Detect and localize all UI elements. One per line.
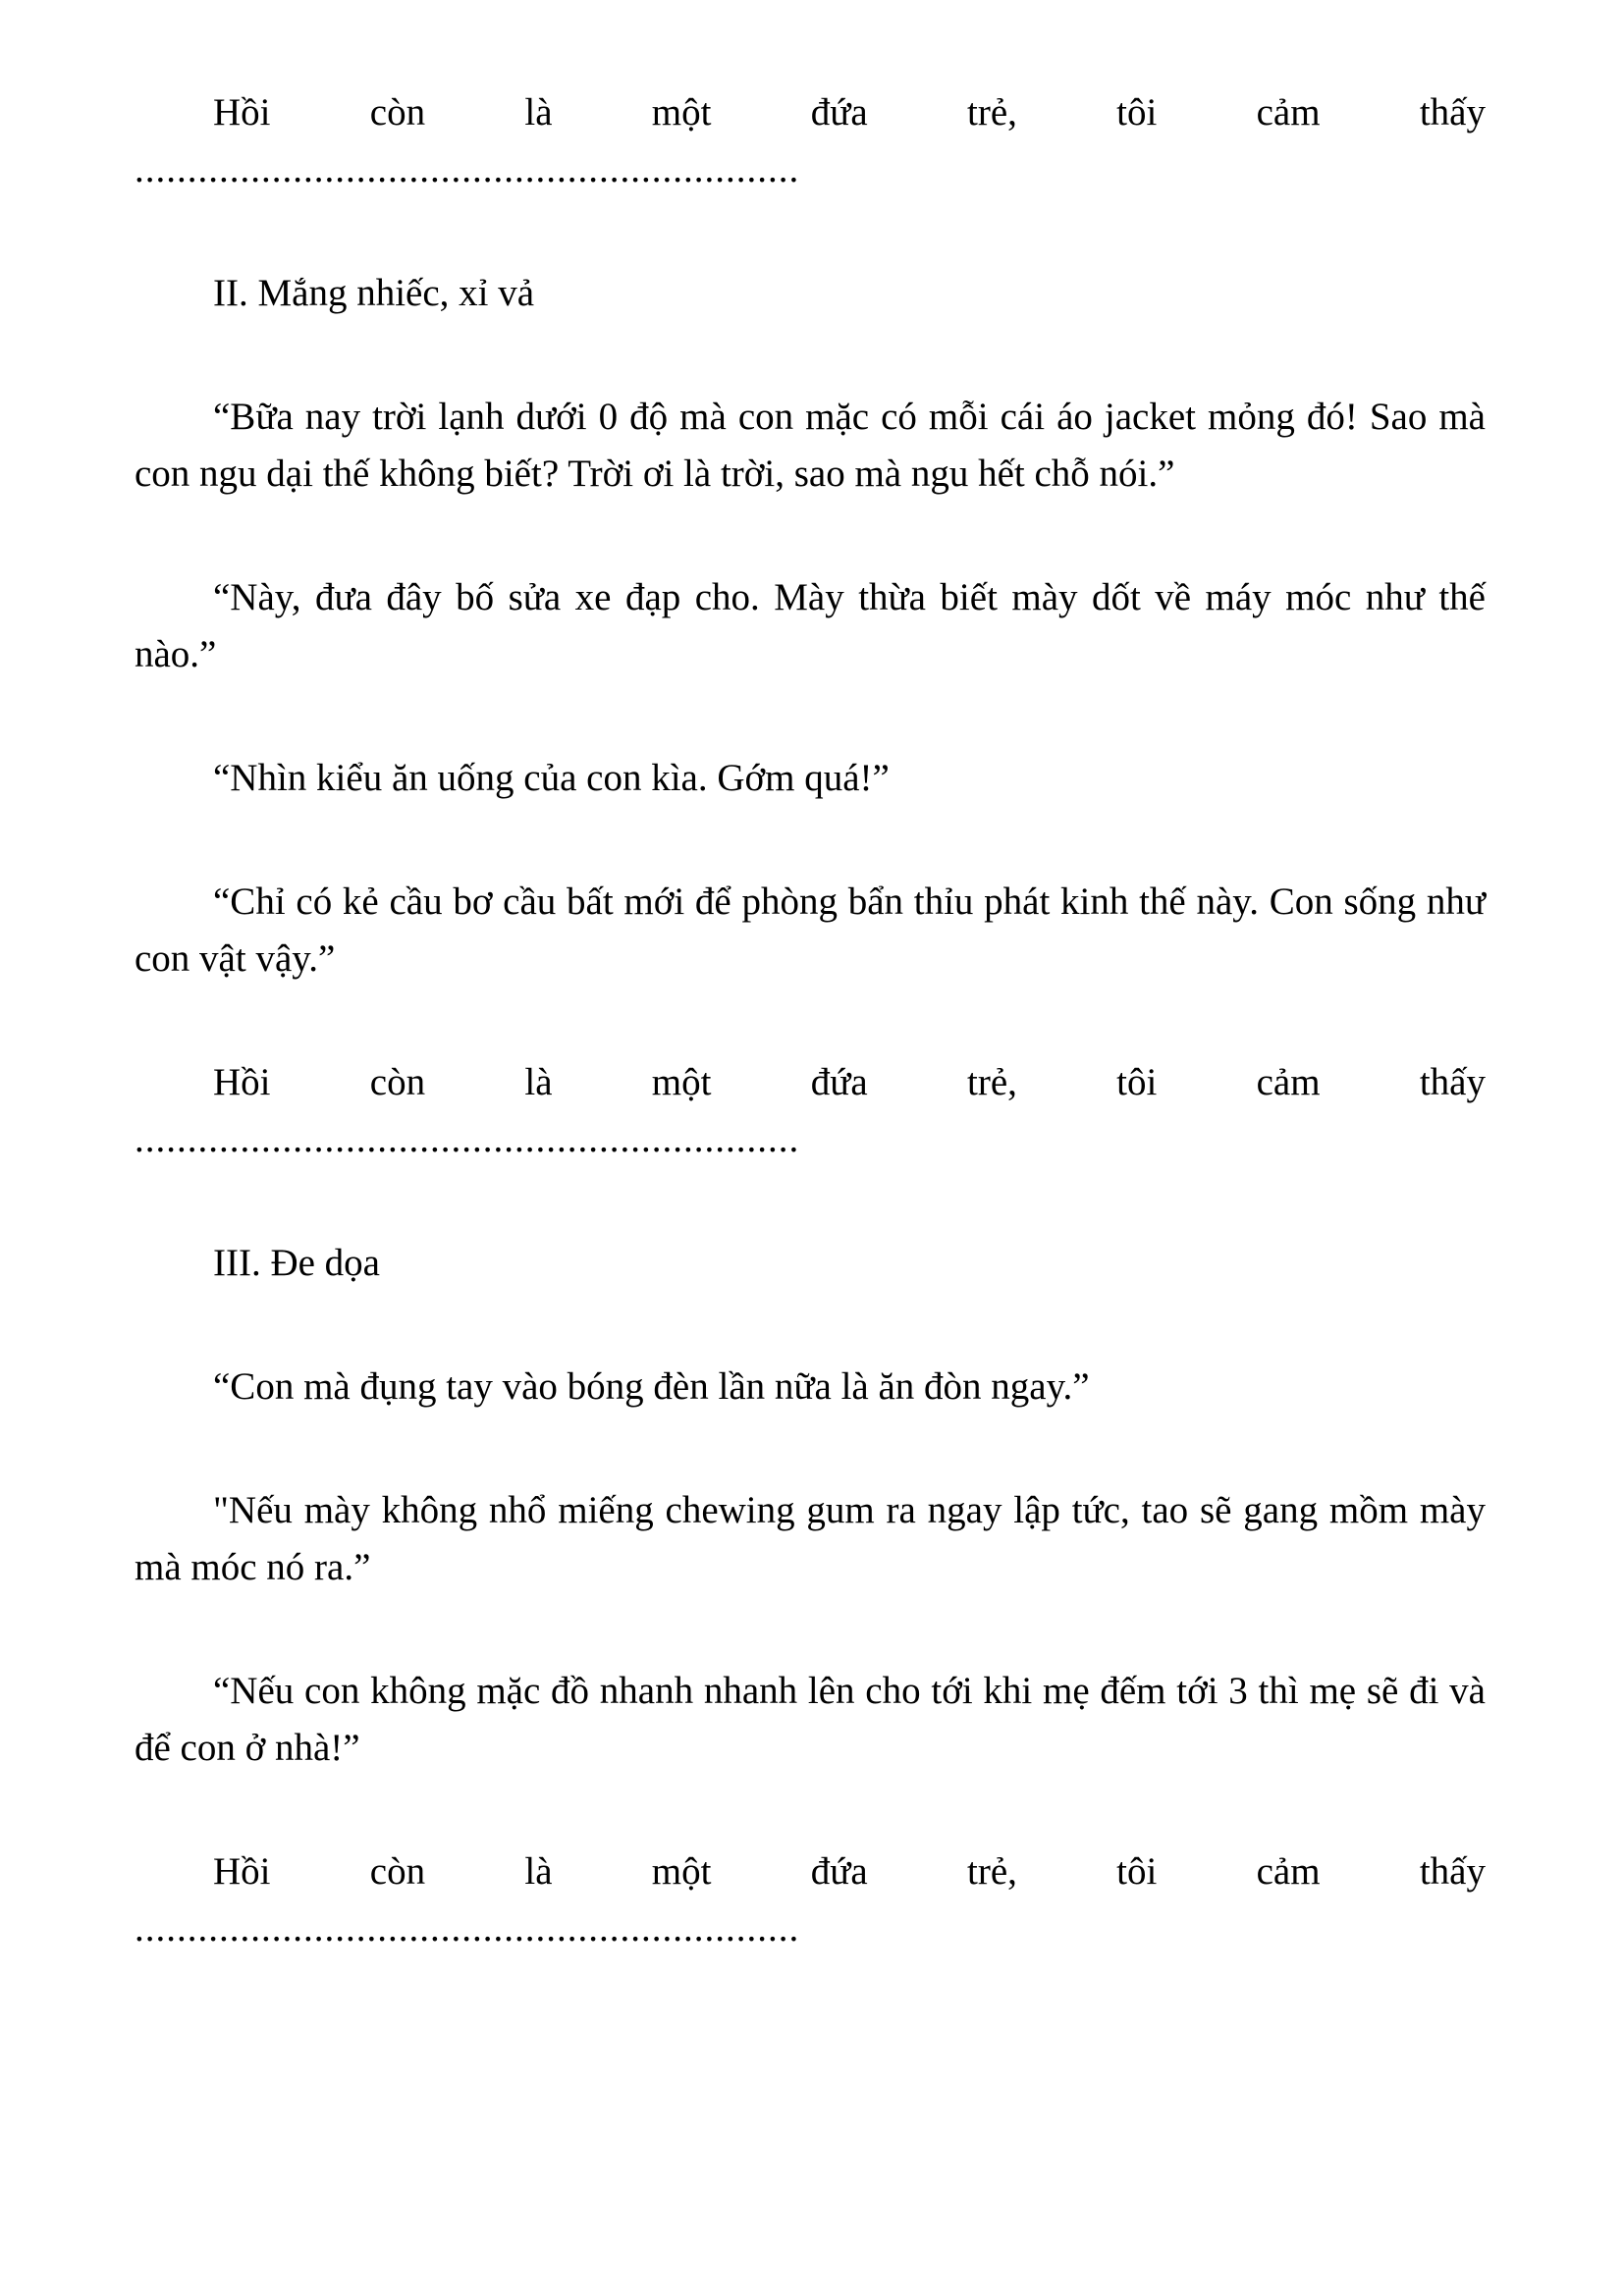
fill-in-paragraph — [135, 84, 1486, 198]
quote-paragraph: “Con mà đụng tay vào bóng đèn lần nữa là ăn đòn ngay.” — [213, 1365, 1090, 1408]
dotted-answer-line: ............................................................... — [135, 1118, 800, 1160]
fill-sentence: Hồi còn là một đứa trẻ, tôi cảm thấy — [213, 91, 1486, 133]
fill-in-paragraph — [135, 1843, 1486, 1957]
section-heading-iii: III. Đe dọa — [213, 1242, 380, 1284]
dotted-answer-line: ............................................................... — [135, 1907, 800, 1949]
quote-paragraph: “Nếu con không mặc đồ nhanh nhanh lên cho tới khi mẹ đếm tới 3 thì mẹ sẽ đi và để con ở nhà!” — [135, 1670, 1486, 1769]
fill-in-paragraph — [135, 1054, 1486, 1168]
quote-paragraph: “Bữa nay trời lạnh dưới 0 độ mà con mặc có mỗi cái áo jacket mỏng đó! Sao mà con ngu dại thế không biết? Trời ơi là trời, sao mà ngu hết chỗ nói.” — [135, 396, 1486, 495]
quote-paragraph: “Nhìn kiểu ăn uống của con kìa. Gớm quá!” — [213, 757, 890, 799]
quote-paragraph: “Này, đưa đây bố sửa xe đạp cho. Mày thừa biết mày dốt về máy móc như thế nào.” — [135, 576, 1486, 675]
quote-paragraph: "Nếu mày không nhổ miếng chewing gum ra ngay lập tức, tao sẽ gang mồm mày mà móc nó ra.” — [135, 1489, 1486, 1588]
fill-sentence: Hồi còn là một đứa trẻ, tôi cảm thấy — [213, 1061, 1486, 1103]
section-heading-ii: II. Mắng nhiếc, xỉ vả — [213, 272, 535, 314]
fill-sentence: Hồi còn là một đứa trẻ, tôi cảm thấy — [213, 1850, 1486, 1893]
dotted-answer-line: ............................................................... — [135, 148, 800, 190]
quote-paragraph: “Chỉ có kẻ cầu bơ cầu bất mới để phòng bẩn thỉu phát kinh thế này. Con sống như con vật vậy.” — [135, 881, 1486, 980]
